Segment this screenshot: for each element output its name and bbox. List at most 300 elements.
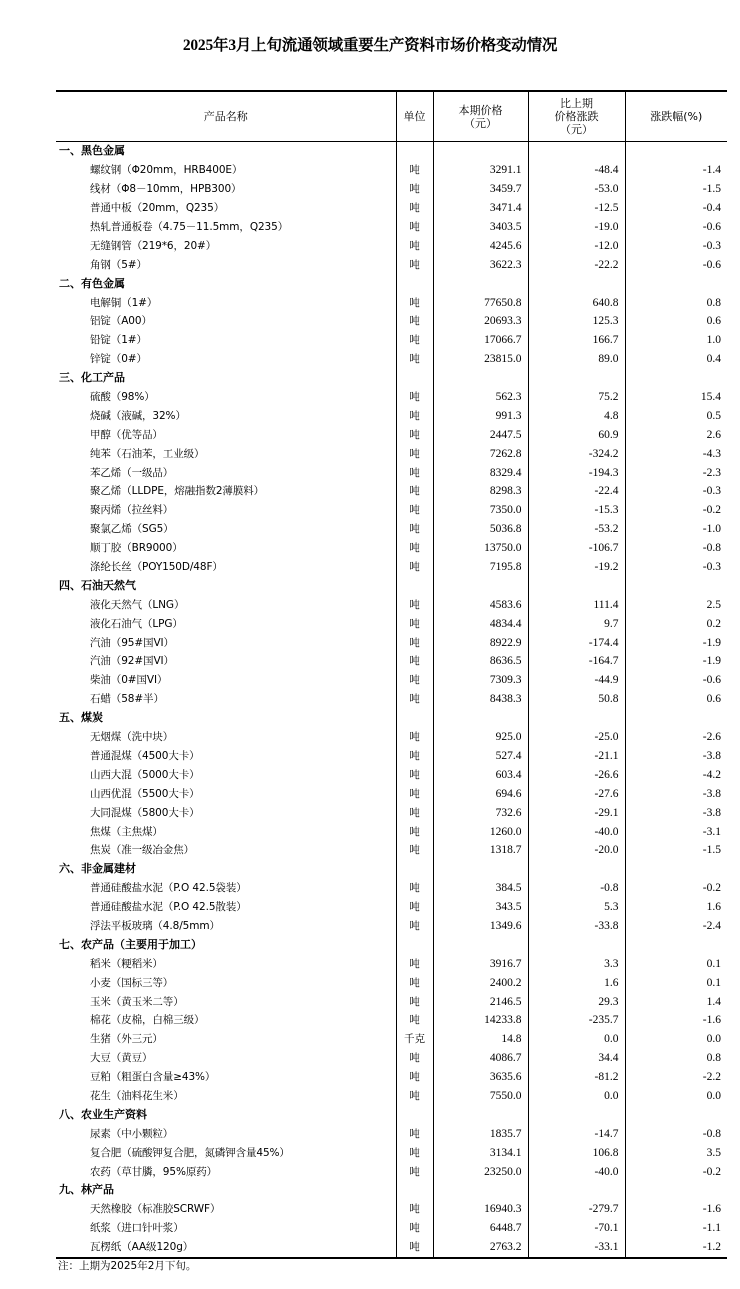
price-change: -40.0 bbox=[528, 1162, 625, 1181]
current-price: 20693.3 bbox=[433, 312, 528, 331]
empty-cell bbox=[528, 860, 625, 879]
empty-cell bbox=[625, 369, 727, 388]
category-name: 三、化工产品 bbox=[59, 371, 125, 385]
price-change: -12.0 bbox=[528, 236, 625, 255]
table-row bbox=[56, 728, 727, 747]
current-price: 603.4 bbox=[433, 765, 528, 784]
unit: 吨 bbox=[396, 614, 433, 633]
price-change: -19.2 bbox=[528, 558, 625, 577]
unit: 吨 bbox=[396, 350, 433, 369]
table-row bbox=[56, 595, 727, 614]
change-percent: -3.8 bbox=[625, 803, 727, 822]
price-change: -324.2 bbox=[528, 444, 625, 463]
price-change: 1.6 bbox=[528, 973, 625, 992]
current-price: 2763.2 bbox=[433, 1238, 528, 1258]
category-name: 七、农产品（主要用于加工） bbox=[59, 937, 202, 951]
price-change: -21.1 bbox=[528, 747, 625, 766]
current-price: 384.5 bbox=[433, 879, 528, 898]
price-change: -174.4 bbox=[528, 633, 625, 652]
change-percent: 1.0 bbox=[625, 331, 727, 350]
price-change: -19.0 bbox=[528, 218, 625, 237]
unit: 吨 bbox=[396, 992, 433, 1011]
empty-cell bbox=[433, 576, 528, 595]
empty-cell bbox=[625, 860, 727, 879]
empty-cell bbox=[528, 935, 625, 954]
price-change: -164.7 bbox=[528, 652, 625, 671]
empty-cell bbox=[528, 1105, 625, 1124]
table-row bbox=[56, 879, 727, 898]
product-name: 烧碱（液碱，32%） bbox=[90, 409, 186, 422]
table-row bbox=[56, 822, 727, 841]
current-price: 7195.8 bbox=[433, 558, 528, 577]
table-row bbox=[56, 1143, 727, 1162]
current-price: 3459.7 bbox=[433, 180, 528, 199]
change-percent: -1.5 bbox=[625, 180, 727, 199]
product-name: 大豆（黄豆） bbox=[90, 1052, 153, 1065]
unit: 吨 bbox=[396, 595, 433, 614]
current-price: 8438.3 bbox=[433, 690, 528, 709]
empty-cell bbox=[433, 142, 528, 161]
table-row bbox=[56, 520, 727, 539]
header-price-change-line3: （元） bbox=[560, 123, 593, 136]
current-price: 8922.9 bbox=[433, 633, 528, 652]
current-price: 2400.2 bbox=[433, 973, 528, 992]
current-price: 8329.4 bbox=[433, 463, 528, 482]
footnote: 注：上期为2025年2月下旬。 bbox=[58, 1260, 197, 1272]
header-price-change-line1: 比上期 bbox=[560, 97, 593, 110]
change-percent: -0.6 bbox=[625, 218, 727, 237]
change-percent: -0.2 bbox=[625, 501, 727, 520]
change-percent: -2.4 bbox=[625, 917, 727, 936]
current-price: 17066.7 bbox=[433, 331, 528, 350]
header-price-change bbox=[528, 91, 625, 142]
current-price: 14.8 bbox=[433, 1030, 528, 1049]
change-percent: -0.8 bbox=[625, 1124, 727, 1143]
unit: 吨 bbox=[396, 1124, 433, 1143]
empty-cell bbox=[528, 142, 625, 161]
product-name: 普通混煤（4500大卡） bbox=[90, 749, 200, 762]
price-change: 640.8 bbox=[528, 293, 625, 312]
category-name: 二、有色金属 bbox=[59, 276, 125, 290]
table-row bbox=[56, 539, 727, 558]
product-name: 山西大混（5000大卡） bbox=[90, 768, 200, 781]
header-unit: 单位 bbox=[396, 91, 433, 142]
price-change: -33.1 bbox=[528, 1238, 625, 1258]
empty-cell bbox=[528, 1181, 625, 1200]
change-percent: 2.5 bbox=[625, 595, 727, 614]
change-percent: -4.3 bbox=[625, 444, 727, 463]
unit: 吨 bbox=[396, 218, 433, 237]
price-change: -194.3 bbox=[528, 463, 625, 482]
table-row bbox=[56, 463, 727, 482]
current-price: 3622.3 bbox=[433, 255, 528, 274]
product-name: 浮法平板玻璃（4.8/5mm） bbox=[90, 919, 220, 932]
current-price: 13750.0 bbox=[433, 539, 528, 558]
change-percent: 3.5 bbox=[625, 1143, 727, 1162]
unit: 吨 bbox=[396, 161, 433, 180]
change-percent: 0.4 bbox=[625, 350, 727, 369]
category-row bbox=[56, 1181, 727, 1200]
unit: 吨 bbox=[396, 1219, 433, 1238]
empty-cell bbox=[528, 369, 625, 388]
current-price: 4834.4 bbox=[433, 614, 528, 633]
current-price: 7262.8 bbox=[433, 444, 528, 463]
unit: 吨 bbox=[396, 558, 433, 577]
table-row bbox=[56, 482, 727, 501]
price-change: 125.3 bbox=[528, 312, 625, 331]
product-name: 苯乙烯（一级品） bbox=[90, 466, 174, 479]
change-percent: -1.5 bbox=[625, 841, 727, 860]
change-percent: 0.8 bbox=[625, 293, 727, 312]
price-change: 3.3 bbox=[528, 954, 625, 973]
table-row bbox=[56, 425, 727, 444]
header-current-price-line1: 本期价格 bbox=[458, 103, 503, 117]
empty-cell bbox=[433, 369, 528, 388]
header-product-name: 产品名称 bbox=[203, 110, 248, 123]
unit: 吨 bbox=[396, 1087, 433, 1106]
change-percent: 0.6 bbox=[625, 690, 727, 709]
change-percent: -1.2 bbox=[625, 1238, 727, 1258]
product-name: 电解铜（1#） bbox=[90, 296, 158, 309]
product-name: 小麦（国标三等） bbox=[90, 976, 174, 989]
unit: 吨 bbox=[396, 784, 433, 803]
table-row bbox=[56, 1124, 727, 1143]
empty-cell bbox=[625, 576, 727, 595]
unit: 吨 bbox=[396, 822, 433, 841]
change-percent: 0.5 bbox=[625, 406, 727, 425]
current-price: 343.5 bbox=[433, 898, 528, 917]
table-row bbox=[56, 1030, 727, 1049]
category-name: 九、林产品 bbox=[59, 1183, 114, 1197]
current-price: 3134.1 bbox=[433, 1143, 528, 1162]
category-name: 一、黑色金属 bbox=[59, 144, 125, 158]
category-name: 六、非金属建材 bbox=[59, 862, 136, 876]
change-percent: -0.6 bbox=[625, 255, 727, 274]
price-change: -40.0 bbox=[528, 822, 625, 841]
price-change: -48.4 bbox=[528, 161, 625, 180]
category-row bbox=[56, 1105, 727, 1124]
change-percent: -1.0 bbox=[625, 520, 727, 539]
unit: 吨 bbox=[396, 803, 433, 822]
unit: 吨 bbox=[396, 1068, 433, 1087]
current-price: 7350.0 bbox=[433, 501, 528, 520]
price-change: -44.9 bbox=[528, 671, 625, 690]
table-row bbox=[56, 558, 727, 577]
change-percent: -1.9 bbox=[625, 633, 727, 652]
table-row bbox=[56, 954, 727, 973]
table-row bbox=[56, 444, 727, 463]
unit: 吨 bbox=[396, 690, 433, 709]
empty-cell bbox=[396, 1105, 433, 1124]
empty-cell bbox=[396, 935, 433, 954]
change-percent: 0.1 bbox=[625, 973, 727, 992]
table-row bbox=[56, 690, 727, 709]
table-row bbox=[56, 1219, 727, 1238]
header-current-price-line2: （元） bbox=[464, 116, 497, 130]
category-name: 八、农业生产资料 bbox=[59, 1107, 147, 1121]
product-name: 天然橡胶（标准胶SCRWF） bbox=[90, 1203, 221, 1216]
unit: 吨 bbox=[396, 747, 433, 766]
table-row bbox=[56, 199, 727, 218]
unit: 吨 bbox=[396, 652, 433, 671]
current-price: 23250.0 bbox=[433, 1162, 528, 1181]
change-percent: 0.1 bbox=[625, 954, 727, 973]
empty-cell bbox=[396, 576, 433, 595]
current-price: 732.6 bbox=[433, 803, 528, 822]
table-header-row bbox=[56, 91, 727, 142]
current-price: 7550.0 bbox=[433, 1087, 528, 1106]
category-name: 五、煤炭 bbox=[59, 711, 103, 725]
unit: 吨 bbox=[396, 973, 433, 992]
price-change: 34.4 bbox=[528, 1049, 625, 1068]
current-price: 3403.5 bbox=[433, 218, 528, 237]
change-percent: -3.8 bbox=[625, 784, 727, 803]
current-price: 991.3 bbox=[433, 406, 528, 425]
product-name: 聚氯乙烯（SG5） bbox=[90, 523, 174, 536]
change-percent: -0.6 bbox=[625, 671, 727, 690]
unit: 吨 bbox=[396, 406, 433, 425]
current-price: 23815.0 bbox=[433, 350, 528, 369]
product-name: 生猪（外三元） bbox=[90, 1033, 163, 1046]
price-change: -14.7 bbox=[528, 1124, 625, 1143]
unit: 吨 bbox=[396, 293, 433, 312]
table-row bbox=[56, 652, 727, 671]
table-row bbox=[56, 973, 727, 992]
change-percent: -0.3 bbox=[625, 558, 727, 577]
table-row bbox=[56, 1068, 727, 1087]
table-row bbox=[56, 331, 727, 350]
unit: 吨 bbox=[396, 1143, 433, 1162]
price-change: -20.0 bbox=[528, 841, 625, 860]
table-row bbox=[56, 255, 727, 274]
current-price: 4086.7 bbox=[433, 1049, 528, 1068]
product-name: 焦煤（主焦煤） bbox=[90, 825, 163, 838]
product-name: 花生（油料花生米） bbox=[90, 1089, 184, 1102]
change-percent: -1.9 bbox=[625, 652, 727, 671]
unit: 吨 bbox=[396, 463, 433, 482]
price-change: -53.0 bbox=[528, 180, 625, 199]
current-price: 77650.8 bbox=[433, 293, 528, 312]
unit: 吨 bbox=[396, 671, 433, 690]
product-name: 涤纶长丝（POY150D/48F） bbox=[90, 561, 223, 574]
empty-cell bbox=[396, 274, 433, 293]
empty-cell bbox=[625, 142, 727, 161]
empty-cell bbox=[433, 935, 528, 954]
price-change: 29.3 bbox=[528, 992, 625, 1011]
price-change: -25.0 bbox=[528, 728, 625, 747]
unit: 吨 bbox=[396, 954, 433, 973]
current-price: 7309.3 bbox=[433, 671, 528, 690]
price-change: -81.2 bbox=[528, 1068, 625, 1087]
price-change: 0.0 bbox=[528, 1030, 625, 1049]
price-change: -29.1 bbox=[528, 803, 625, 822]
current-price: 4245.6 bbox=[433, 236, 528, 255]
product-name: 无缝钢管（219*6，20#） bbox=[90, 239, 217, 252]
product-name: 豆粕（粗蛋白含量≥43%） bbox=[90, 1071, 216, 1084]
current-price: 925.0 bbox=[433, 728, 528, 747]
table-row bbox=[56, 501, 727, 520]
current-price: 3635.6 bbox=[433, 1068, 528, 1087]
product-name: 汽油（95#国VI） bbox=[90, 636, 174, 649]
current-price: 2146.5 bbox=[433, 992, 528, 1011]
change-percent: 0.2 bbox=[625, 614, 727, 633]
price-change: 5.3 bbox=[528, 898, 625, 917]
category-row bbox=[56, 935, 727, 954]
change-percent: -0.3 bbox=[625, 236, 727, 255]
current-price: 3471.4 bbox=[433, 199, 528, 218]
unit: 吨 bbox=[396, 898, 433, 917]
price-change: 0.0 bbox=[528, 1087, 625, 1106]
table-row bbox=[56, 236, 727, 255]
empty-cell bbox=[433, 274, 528, 293]
current-price: 694.6 bbox=[433, 784, 528, 803]
product-name: 焦炭（准一级冶金焦） bbox=[90, 844, 194, 857]
product-name: 普通中板（20mm，Q235） bbox=[90, 202, 225, 215]
current-price: 3916.7 bbox=[433, 954, 528, 973]
product-name: 线材（Φ8－10mm，HPB300） bbox=[90, 183, 242, 196]
unit: 吨 bbox=[396, 917, 433, 936]
product-name: 山西优混（5500大卡） bbox=[90, 787, 200, 800]
change-percent: -1.6 bbox=[625, 1200, 727, 1219]
empty-cell bbox=[625, 1105, 727, 1124]
price-change: -26.6 bbox=[528, 765, 625, 784]
price-change: -235.7 bbox=[528, 1011, 625, 1030]
empty-cell bbox=[433, 709, 528, 728]
table-row bbox=[56, 1087, 727, 1106]
change-percent: 2.6 bbox=[625, 425, 727, 444]
change-percent: -0.2 bbox=[625, 879, 727, 898]
current-price: 1349.6 bbox=[433, 917, 528, 936]
change-percent: -0.2 bbox=[625, 1162, 727, 1181]
change-percent: 1.6 bbox=[625, 898, 727, 917]
table-row bbox=[56, 803, 727, 822]
price-change: 89.0 bbox=[528, 350, 625, 369]
table-row bbox=[56, 633, 727, 652]
unit: 吨 bbox=[396, 312, 433, 331]
change-percent: -2.6 bbox=[625, 728, 727, 747]
current-price: 16940.3 bbox=[433, 1200, 528, 1219]
current-price: 2447.5 bbox=[433, 425, 528, 444]
change-percent: -3.8 bbox=[625, 747, 727, 766]
product-name: 棉花（皮棉，白棉三级） bbox=[90, 1014, 205, 1027]
empty-cell bbox=[528, 576, 625, 595]
empty-cell bbox=[625, 1181, 727, 1200]
unit: 吨 bbox=[396, 482, 433, 501]
page-title: 2025年3月上旬流通领域重要生产资料市场价格变动情况 bbox=[182, 37, 558, 54]
category-name: 四、石油天然气 bbox=[59, 578, 136, 592]
product-name: 石蜡（58#半） bbox=[90, 693, 164, 706]
unit: 吨 bbox=[396, 236, 433, 255]
unit: 吨 bbox=[396, 425, 433, 444]
change-percent: -0.8 bbox=[625, 539, 727, 558]
product-name: 柴油（0#国VI） bbox=[90, 674, 168, 687]
change-percent: 0.0 bbox=[625, 1030, 727, 1049]
current-price: 562.3 bbox=[433, 388, 528, 407]
table-row bbox=[56, 350, 727, 369]
table-body bbox=[56, 142, 727, 1258]
price-change: -22.4 bbox=[528, 482, 625, 501]
table-row bbox=[56, 1238, 727, 1258]
header-price-change-line2: 价格涨跌 bbox=[554, 110, 599, 123]
table-row bbox=[56, 406, 727, 425]
product-name: 螺纹钢（Φ20mm，HRB400E） bbox=[90, 164, 243, 177]
change-percent: 0.8 bbox=[625, 1049, 727, 1068]
change-percent: -2.2 bbox=[625, 1068, 727, 1087]
unit: 吨 bbox=[396, 501, 433, 520]
unit: 吨 bbox=[396, 1011, 433, 1030]
change-percent: -0.4 bbox=[625, 199, 727, 218]
current-price: 1260.0 bbox=[433, 822, 528, 841]
empty-cell bbox=[625, 274, 727, 293]
unit: 吨 bbox=[396, 520, 433, 539]
unit: 吨 bbox=[396, 879, 433, 898]
change-percent: -2.3 bbox=[625, 463, 727, 482]
price-change: 75.2 bbox=[528, 388, 625, 407]
product-name: 瓦楞纸（AA级120g） bbox=[90, 1241, 194, 1254]
price-change: -70.1 bbox=[528, 1219, 625, 1238]
table-row bbox=[56, 765, 727, 784]
product-name: 铝锭（A00） bbox=[90, 315, 152, 328]
table-row bbox=[56, 161, 727, 180]
unit: 吨 bbox=[396, 1049, 433, 1068]
category-row bbox=[56, 576, 727, 595]
price-table bbox=[56, 90, 727, 1259]
unit: 吨 bbox=[396, 388, 433, 407]
unit: 吨 bbox=[396, 539, 433, 558]
product-name: 液化天然气（LNG） bbox=[90, 598, 185, 611]
table-row bbox=[56, 784, 727, 803]
change-percent: 1.4 bbox=[625, 992, 727, 1011]
product-name: 液化石油气（LPG） bbox=[90, 617, 183, 630]
empty-cell bbox=[433, 860, 528, 879]
current-price: 4583.6 bbox=[433, 595, 528, 614]
product-name: 铅锭（1#） bbox=[90, 334, 147, 347]
current-price: 5036.8 bbox=[433, 520, 528, 539]
product-name: 锌锭（0#） bbox=[90, 353, 147, 366]
product-name: 玉米（黄玉米二等） bbox=[90, 995, 184, 1008]
price-change: 50.8 bbox=[528, 690, 625, 709]
empty-cell bbox=[433, 1105, 528, 1124]
change-percent: -4.2 bbox=[625, 765, 727, 784]
current-price: 8298.3 bbox=[433, 482, 528, 501]
table-row bbox=[56, 1200, 727, 1219]
unit: 千克 bbox=[396, 1030, 433, 1049]
current-price: 8636.5 bbox=[433, 652, 528, 671]
price-change: -279.7 bbox=[528, 1200, 625, 1219]
product-name: 纸浆（进口针叶浆） bbox=[90, 1222, 184, 1235]
price-change: -33.8 bbox=[528, 917, 625, 936]
table-row bbox=[56, 218, 727, 237]
price-change: -0.8 bbox=[528, 879, 625, 898]
change-percent: 15.4 bbox=[625, 388, 727, 407]
table-row bbox=[56, 671, 727, 690]
product-name: 汽油（92#国VI） bbox=[90, 655, 174, 668]
empty-cell bbox=[625, 709, 727, 728]
unit: 吨 bbox=[396, 199, 433, 218]
table-row bbox=[56, 1049, 727, 1068]
product-name: 稻米（粳稻米） bbox=[90, 957, 163, 970]
product-name: 纯苯（石油苯，工业级） bbox=[90, 447, 205, 460]
table-row bbox=[56, 898, 727, 917]
table-row bbox=[56, 841, 727, 860]
current-price: 1318.7 bbox=[433, 841, 528, 860]
empty-cell bbox=[528, 274, 625, 293]
empty-cell bbox=[625, 935, 727, 954]
table-row bbox=[56, 992, 727, 1011]
empty-cell bbox=[396, 860, 433, 879]
unit: 吨 bbox=[396, 728, 433, 747]
change-percent: -1.1 bbox=[625, 1219, 727, 1238]
